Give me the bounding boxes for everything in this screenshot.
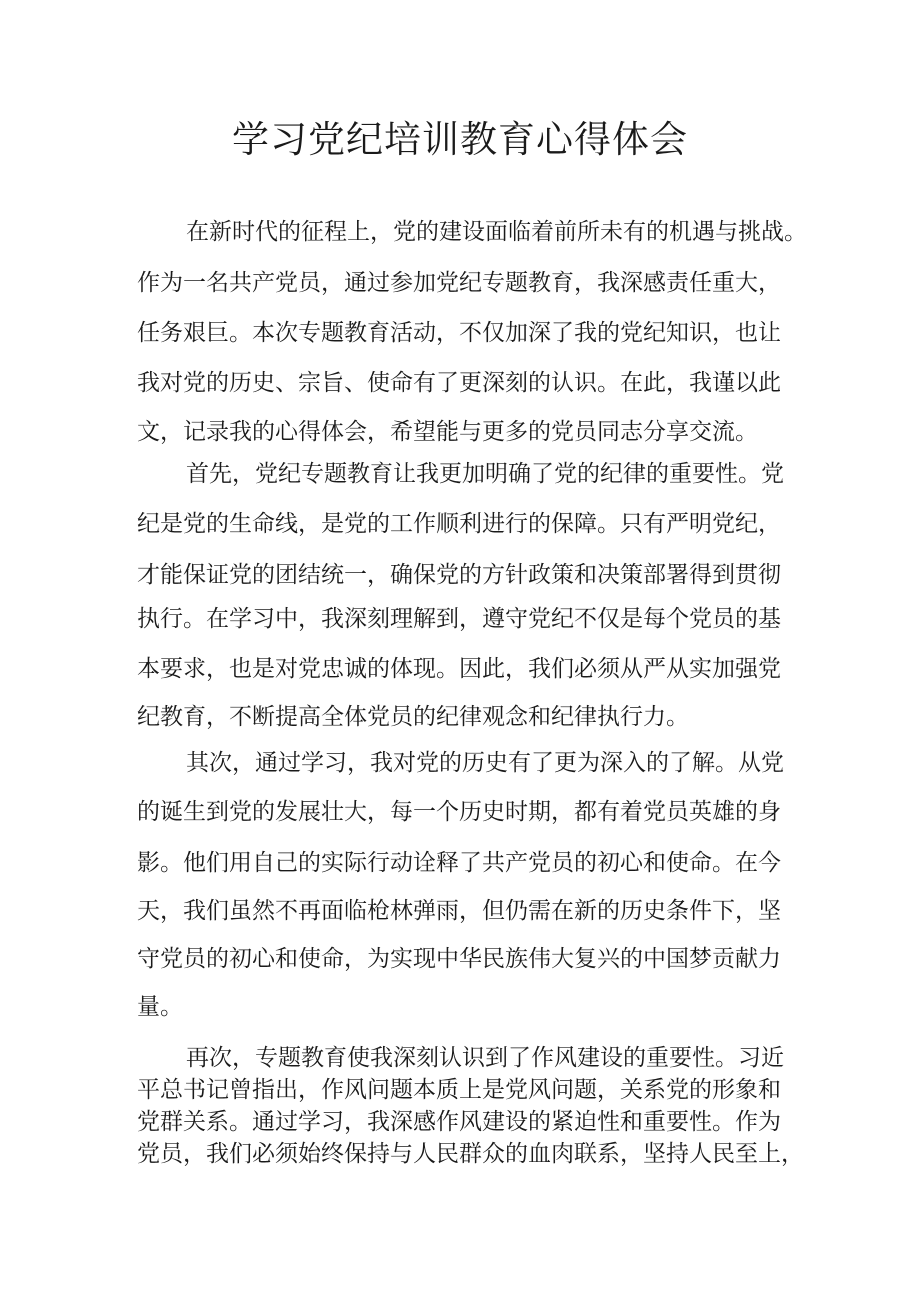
paragraph-line: 的诞生到党的发展壮大，每一个历史时期，都有着党员英雄的身 [137,799,781,825]
paragraph-line: 首先，党纪专题教育让我更加明确了党的纪律的重要性。党 [186,461,784,487]
paragraph-line: 党群关系。通过学习，我深感作风建设的紧迫性和重要性。作为 [137,1109,781,1135]
paragraph-line: 作为一名共产党员，通过参加党纪专题教育，我深感责任重大， [137,270,781,296]
paragraph-line: 纪是党的生命线，是党的工作顺利进行的保障。只有严明党纪， [137,511,781,537]
paragraph-line: 我对党的历史、宗旨、使命有了更深刻的认识。在此，我谨以此 [137,370,781,396]
paragraph-line: 量。 [137,994,183,1020]
paragraph-line: 守党员的初心和使命，为实现中华民族伟大复兴的中国梦贡献力 [137,946,781,972]
paragraph-line: 再次，专题教育使我深刻认识到了作风建设的重要性。习近 [186,1045,784,1071]
paragraph-line: 任务艰巨。本次专题教育活动，不仅加深了我的党纪知识，也让 [137,320,781,346]
document-title: 学习党纪培训教育心得体会 [232,118,688,161]
paragraph-line: 在新时代的征程上，党的建设面临着前所未有的机遇与挑战。 [186,219,807,245]
paragraph-line: 执行。在学习中，我深刻理解到，遵守党纪不仅是每个党员的基 [137,606,781,632]
paragraph-line: 本要求，也是对党忠诚的体现。因此，我们必须从严从实加强党 [137,656,781,682]
paragraph-line: 才能保证党的团结统一，确保党的方针政策和决策部署得到贯彻 [137,562,781,588]
paragraph-line: 平总书记曾指出，作风问题本质上是党风问题，关系党的形象和 [137,1077,781,1103]
paragraph-line: 纪教育，不断提高全体党员的纪律观念和纪律执行力。 [137,704,689,730]
paragraph-line: 影。他们用自己的实际行动诠释了共产党员的初心和使命。在今 [137,850,781,876]
paragraph-line: 党员，我们必须始终保持与人民群众的血肉联系，坚持人民至上， [137,1141,804,1167]
paragraph-line: 文，记录我的心得体会，希望能与更多的党员同志分享交流。 [137,419,758,445]
paragraph-line: 其次，通过学习，我对党的历史有了更为深入的了解。从党 [186,750,784,776]
paragraph-line: 天，我们虽然不再面临枪林弹雨，但仍需在新的历史条件下，坚 [137,898,781,924]
